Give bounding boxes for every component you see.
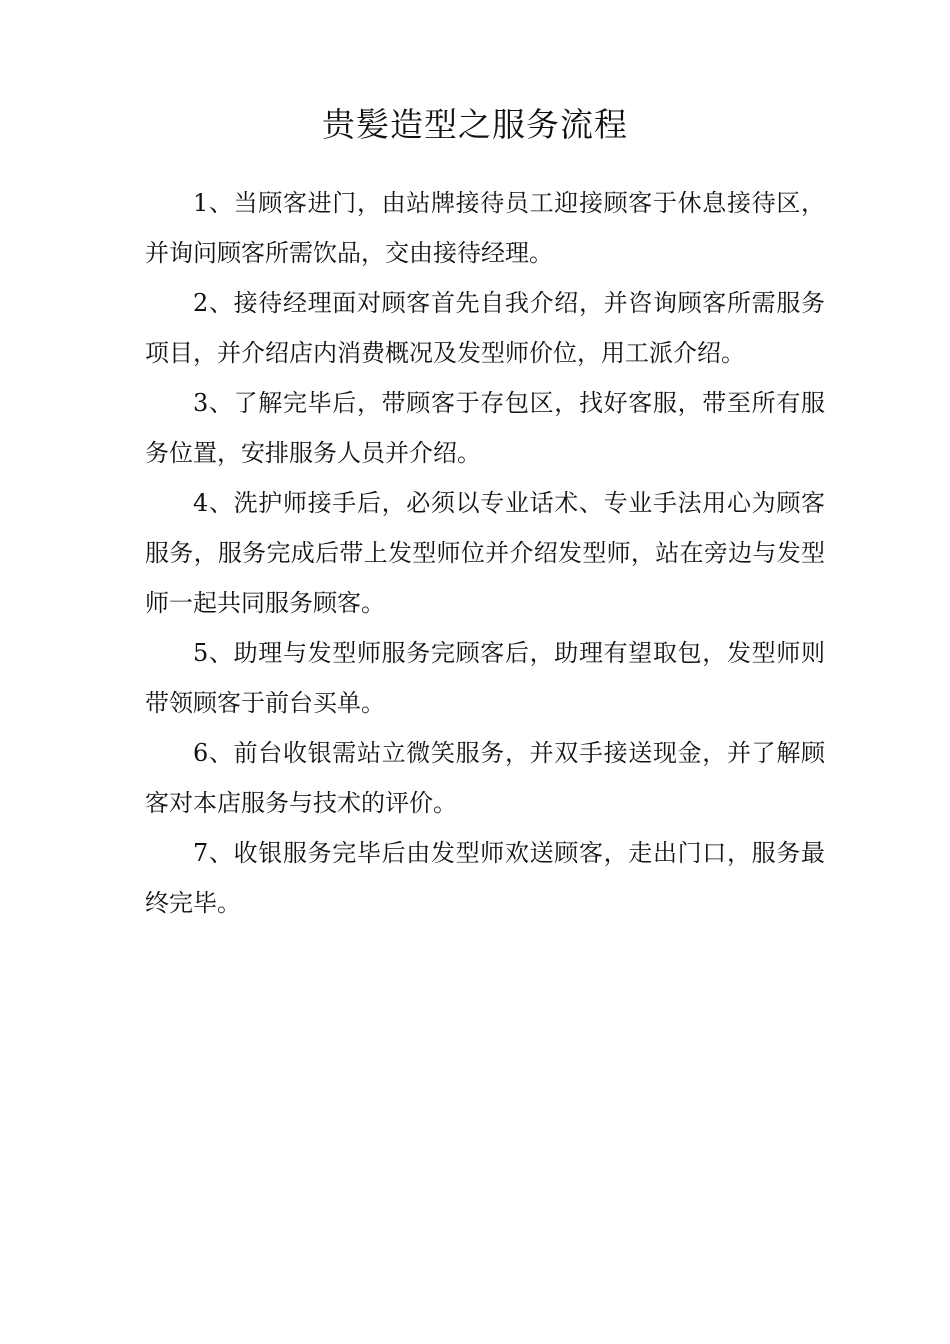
step-paragraph-5: 5、助理与发型师服务完顾客后，助理有望取包，发型师则带领顾客于前台买单。 [145, 639, 825, 717]
step-paragraph-4: 4、洗护师接手后，必须以专业话术、专业手法用心为顾客服务，服务完成后带上发型师位并介绍发型师，站在旁边与发型师一起共同服务顾客。 [145, 489, 825, 617]
step-paragraph-1: 1、当顾客进门，由站牌接待员工迎接顾客于休息接待区，并询问顾客所需饮品，交由接待经理。 [145, 189, 825, 267]
document-body [145, 178, 825, 928]
step-paragraph-6: 6、前台收银需站立微笑服务，并双手接送现金，并了解顾客对本店服务与技术的评价。 [145, 739, 825, 817]
document-title: 贵髪造型之服务流程 [322, 105, 628, 144]
step-paragraph-2: 2、接待经理面对顾客首先自我介绍，并咨询顾客所需服务项目，并介绍店内消费概况及发型师价位，用工派介绍。 [145, 289, 825, 367]
step-paragraph-7: 7、收银服务完毕后由发型师欢送顾客，走出门口，服务最终完毕。 [145, 839, 825, 917]
step-paragraph-3: 3、了解完毕后，带顾客于存包区，找好客服，带至所有服务位置，安排服务人员并介绍。 [145, 389, 825, 467]
